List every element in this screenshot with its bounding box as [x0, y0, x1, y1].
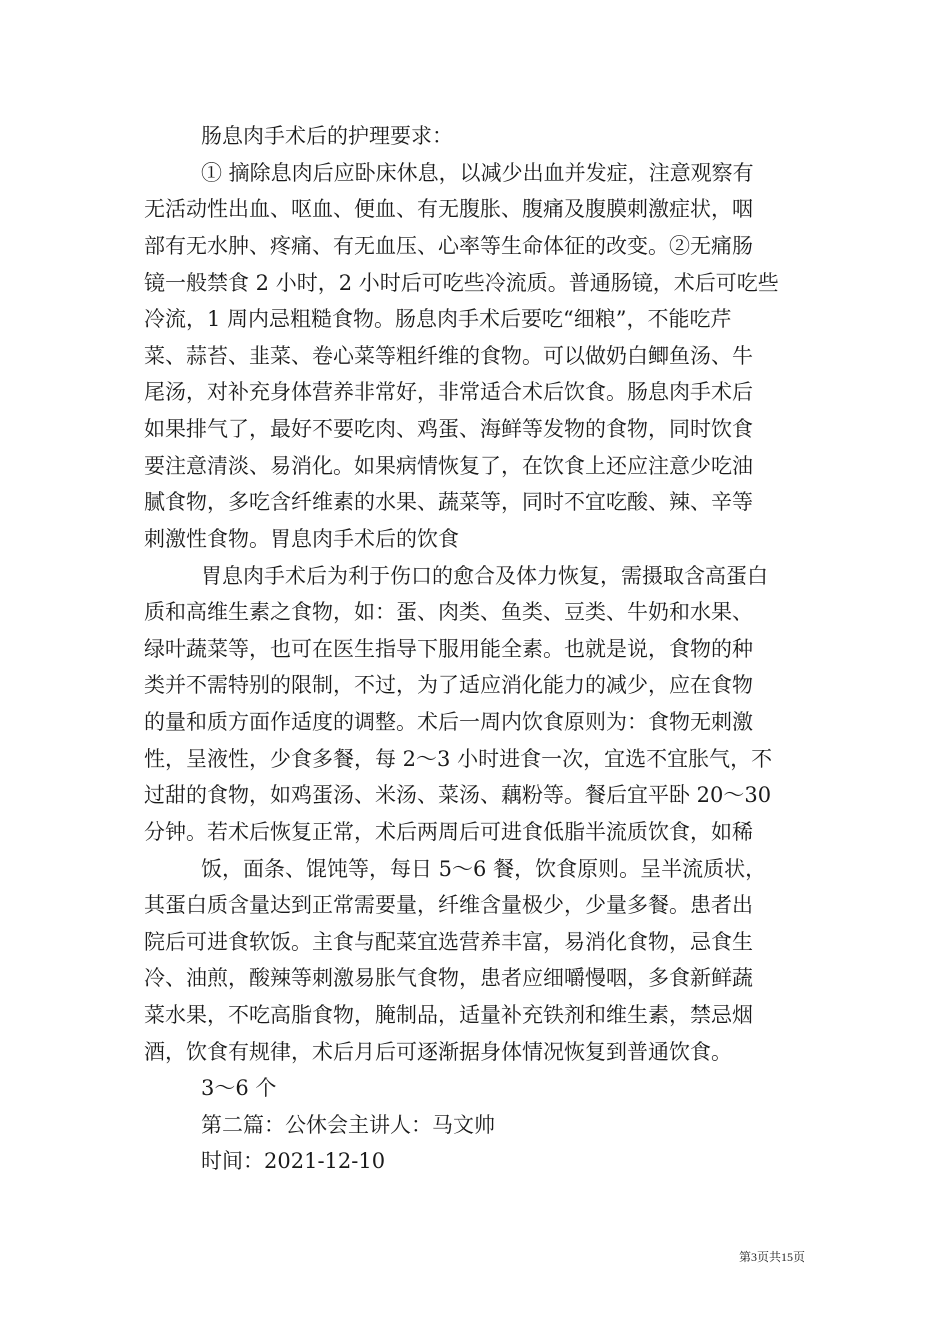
para3-line: 饭，面条、馄饨等，每日 5～6 餐，饮食原则。呈半流质状，: [201, 857, 767, 881]
para3-line: 酒，饮食有规律，术后月后可逐渐据身体情况恢复到普通饮食。: [144, 1040, 732, 1064]
para2-line: 胃息肉手术后为利于伤口的愈合及体力恢复，需摄取含高蛋白: [201, 564, 768, 588]
para2-line: 性，呈液性，少食多餐，每 2～3 小时进食一次，宜选不宜胀气，不: [144, 747, 773, 771]
current-page-number: 3: [750, 1250, 757, 1264]
page-number-footer: [739, 1248, 805, 1265]
para2-line: 质和高维生素之食物，如：蛋、肉类、鱼类、豆类、牛奶和水果、: [144, 600, 753, 624]
para2-line: 过甜的食物，如鸡蛋汤、米汤、菜汤、藕粉等。餐后宜平卧 20～30: [144, 783, 772, 807]
count-line: 3～6 个: [201, 1076, 277, 1100]
para2-line: 的量和质方面作适度的调整。术后一周内饮食原则为：食物无刺激: [144, 710, 753, 734]
para3-line: 冷、油煎，酸辣等刺激易胀气食物，患者应细嚼慢咽，多食新鲜蔬: [144, 966, 753, 990]
para1-line: 刺激性食物。胃息肉手术后的饮食: [144, 527, 459, 551]
para3-line: 院后可进食软饭。主食与配菜宜选营养丰富，易消化食物，忌食生: [144, 930, 753, 954]
para1-line: 部有无水肿、疼痛、有无血压、心率等生命体征的改变。②无痛肠: [144, 234, 753, 258]
para3-line: 其蛋白质含量达到正常需要量，纤维含量极少，少量多餐。患者出: [144, 893, 753, 917]
footer-suffix: 页: [792, 1250, 805, 1264]
para2-line: 绿叶蔬菜等，也可在医生指导下服用能全素。也就是说，食物的种: [144, 637, 753, 661]
total-pages-number: 15: [780, 1250, 793, 1264]
para2-line: 类并不需特别的限制，不过，为了适应消化能力的减少，应在食物: [144, 673, 753, 697]
para1-line: 菜、蒜苔、韭菜、卷心菜等粗纤维的食物。可以做奶白鲫鱼汤、牛: [144, 344, 753, 368]
para1-line: 冷流，1 周内忌粗糙食物。肠息肉手术后要吃“细粮”，不能吃芹: [144, 307, 732, 331]
para1-line: ① 摘除息肉后应卧床休息，以减少出血并发症，注意观察有: [201, 161, 754, 185]
para1-line: 镜一般禁食 2 小时，2 小时后可吃些冷流质。普通肠镜，术后可吃些: [144, 271, 779, 295]
time-line: 时间：2021-12-10: [201, 1149, 386, 1173]
para1-line: 尾汤，对补充身体营养非常好，非常适合术后饮食。肠息肉手术后: [144, 380, 753, 404]
para1-line: 要注意清淡、易消化。如果病情恢复了，在饮食上还应注意少吃油: [144, 454, 753, 478]
para2-line: 分钟。若术后恢复正常，术后两周后可进食低脂半流质饮食，如稀: [144, 820, 753, 844]
heading: 肠息肉手术后的护理要求：: [201, 124, 453, 148]
para1-line: 如果排气了，最好不要吃肉、鸡蛋、海鲜等发物的食物，同时饮食: [144, 417, 753, 441]
section-title: 第二篇：公休会主讲人：马文帅: [201, 1113, 495, 1137]
footer-prefix: 第: [738, 1250, 751, 1264]
para1-line: 腻食物，多吃含纤维素的水果、蔬菜等，同时不宜吃酸、辣、辛等: [144, 490, 753, 514]
para1-line: 无活动性出血、呕血、便血、有无腹胀、腹痛及腹膜刺激症状，咽: [144, 197, 753, 221]
para3-line: 菜水果，不吃高脂食物，腌制品，适量补充铁剂和维生素，禁忌烟: [144, 1003, 753, 1027]
footer-middle: 页共: [756, 1250, 781, 1264]
